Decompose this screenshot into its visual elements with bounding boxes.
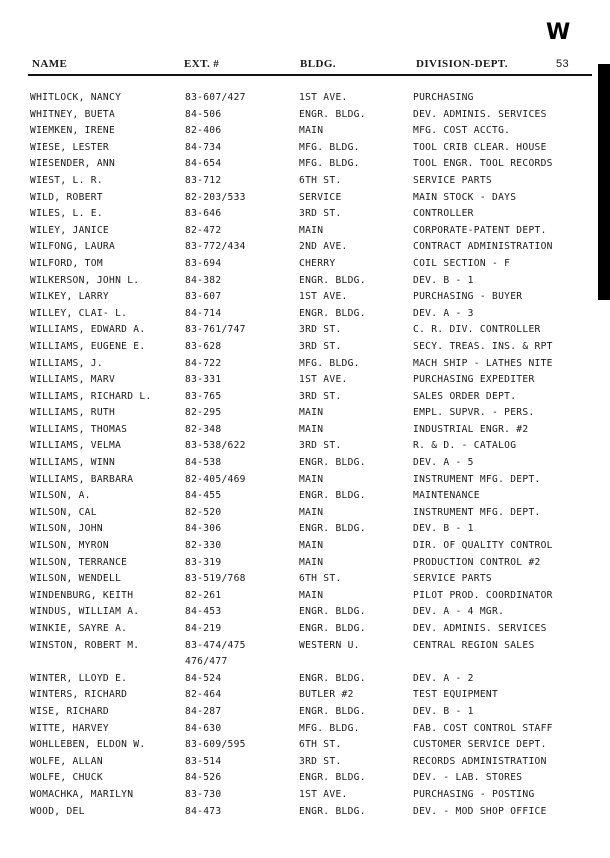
division-column-header: DIVISION-DEPT.	[416, 58, 508, 70]
entry-name: WINTER, LLOYD E.	[30, 672, 128, 684]
directory-row	[0, 291, 590, 308]
directory-row	[0, 241, 590, 258]
entry-name: WINDUS, WILLIAM A.	[30, 606, 140, 618]
entry-building: 3RD ST.	[299, 340, 342, 352]
entry-name: WILLIAMS, EUGENE E.	[30, 340, 146, 352]
entry-building: MFG. BLDG.	[299, 722, 360, 734]
directory-row	[0, 208, 590, 225]
directory-row	[0, 474, 590, 491]
entry-building: 1ST AVE.	[299, 291, 348, 303]
entry-extension: 83-474/475	[185, 639, 246, 651]
entry-division: C. R. DIV. CONTROLLER	[413, 324, 541, 336]
entry-extension: 84-455	[185, 490, 222, 502]
directory-row	[0, 109, 590, 126]
entry-building: ENGR. BLDG.	[299, 672, 366, 684]
directory-list	[0, 92, 590, 822]
entry-division: RECORDS ADMINISTRATION	[413, 755, 547, 767]
entry-name: WILSON, MYRON	[30, 540, 109, 552]
entry-building: 1ST AVE.	[299, 92, 348, 103]
entry-building: ENGR. BLDG.	[299, 523, 366, 535]
entry-name: WIEST, L. R.	[30, 174, 103, 186]
entry-division: DEV. ADMINIS. SERVICES	[413, 623, 547, 634]
entry-extension: 84-306	[185, 523, 222, 535]
directory-row	[0, 308, 590, 325]
entry-extension: 84-382	[185, 274, 222, 286]
entry-building: ENGR. BLDG.	[299, 108, 366, 120]
entry-name: WINKIE, SAYRE A.	[30, 623, 128, 634]
entry-name: WIEMKEN, IRENE	[30, 125, 116, 137]
directory-row	[0, 806, 590, 823]
entry-name: WILEY, JANICE	[30, 224, 109, 236]
directory-row	[0, 590, 590, 607]
directory-row	[0, 158, 590, 175]
entry-division: DEV. B - 1	[413, 705, 474, 717]
entry-building: MAIN	[299, 473, 324, 485]
entry-building: MAIN	[299, 224, 324, 236]
directory-row	[0, 341, 590, 358]
entry-extension: 84-524	[185, 672, 222, 684]
entry-name: WOHLLEBEN, ELDON W.	[30, 739, 146, 751]
directory-row	[0, 125, 590, 142]
entry-name: WILLIAMS, RICHARD L.	[30, 390, 152, 402]
directory-row	[0, 623, 590, 640]
entry-division: SERVICE PARTS	[413, 573, 492, 585]
entry-building: ENGR. BLDG.	[299, 274, 366, 286]
entry-division: PURCHASING	[413, 92, 474, 103]
entry-name: WHITLOCK, NANCY	[30, 92, 122, 103]
entry-extension: 82-261	[185, 589, 222, 601]
entry-extension: 82-203/533	[185, 191, 246, 203]
entry-building: 1ST AVE.	[299, 788, 348, 800]
entry-extension: 83-772/434	[185, 241, 246, 253]
entry-division: INSTRUMENT MFG. DEPT.	[413, 506, 541, 518]
entry-building: SERVICE	[299, 191, 342, 203]
directory-row	[0, 772, 590, 789]
entry-name: WILLIAMS, MARV	[30, 374, 116, 386]
entry-name: WOOD, DEL	[30, 805, 85, 817]
entry-building: 6TH ST.	[299, 174, 342, 186]
directory-row	[0, 324, 590, 341]
entry-extension: 83-331	[185, 374, 222, 386]
entry-building: WESTERN U.	[299, 639, 360, 651]
directory-row	[0, 706, 590, 723]
directory-row	[0, 507, 590, 524]
entry-extension: 83-765	[185, 390, 222, 402]
entry-division: SERVICE PARTS	[413, 174, 492, 186]
entry-extension: 82-295	[185, 407, 222, 419]
entry-division: CENTRAL REGION SALES	[413, 639, 535, 651]
entry-name: WILSON, CAL	[30, 506, 97, 518]
entry-building: MAIN	[299, 540, 324, 552]
entry-extension: 83-319	[185, 556, 222, 568]
directory-row	[0, 756, 590, 773]
entry-division: PURCHASING - POSTING	[413, 788, 535, 800]
entry-division: DEV. A - 2	[413, 672, 474, 684]
entry-building: 3RD ST.	[299, 324, 342, 336]
entry-building: 3RD ST.	[299, 390, 342, 402]
entry-extension: 84-506	[185, 108, 222, 120]
entry-extension: 83-609/595	[185, 739, 246, 751]
entry-building: ENGR. BLDG.	[299, 606, 366, 618]
entry-extension: 83-538/622	[185, 440, 246, 452]
directory-row	[0, 490, 590, 507]
entry-name: WILFONG, LAURA	[30, 241, 116, 253]
directory-row	[0, 573, 590, 590]
entry-division: DEV. A - 4 MGR.	[413, 606, 505, 618]
entry-division: MAINTENANCE	[413, 490, 480, 502]
entry-division: MACH SHIP - LATHES NITE	[413, 357, 553, 369]
entry-division: DEV. A - 3	[413, 307, 474, 319]
entry-division: DEV. A - 5	[413, 457, 474, 469]
name-column-header: NAME	[32, 58, 68, 70]
entry-name: WITTE, HARVEY	[30, 722, 109, 734]
entry-extension: 84-287	[185, 705, 222, 717]
entry-building: 1ST AVE.	[299, 374, 348, 386]
entry-building: ENGR. BLDG.	[299, 307, 366, 319]
entry-division: FAB. COST CONTROL STAFF	[413, 722, 553, 734]
directory-row	[0, 789, 590, 806]
entry-name: WILLIAMS, VELMA	[30, 440, 122, 452]
entry-name: WHITNEY, BUETA	[30, 108, 116, 120]
entry-building: ENGR. BLDG.	[299, 623, 366, 634]
entry-name: WIESE, LESTER	[30, 141, 109, 153]
directory-row-continuation	[0, 656, 590, 673]
entry-building: MAIN	[299, 407, 324, 419]
bldg-column-header: BLDG.	[300, 58, 336, 70]
entry-division: CONTROLLER	[413, 208, 474, 220]
ext-column-header: EXT. #	[184, 58, 220, 70]
entry-division: INDUSTRIAL ENGR. #2	[413, 423, 529, 435]
entry-building: MAIN	[299, 506, 324, 518]
entry-building: ENGR. BLDG.	[299, 490, 366, 502]
entry-name: WIESENDER, ANN	[30, 158, 116, 170]
directory-row	[0, 142, 590, 159]
entry-building: ENGR. BLDG.	[299, 805, 366, 817]
entry-division: SALES ORDER DEPT.	[413, 390, 517, 402]
directory-row	[0, 739, 590, 756]
directory-row	[0, 258, 590, 275]
entry-extension: 83-607/427	[185, 92, 246, 103]
entry-extension: 84-630	[185, 722, 222, 734]
section-letter: W	[546, 20, 571, 45]
entry-name: WILLIAMS, BARBARA	[30, 473, 134, 485]
directory-row	[0, 424, 590, 441]
entry-building: MFG. BLDG.	[299, 141, 360, 153]
entry-division: MFG. COST ACCTG.	[413, 125, 511, 137]
entry-extension: 83-694	[185, 257, 222, 269]
entry-name: WILLIAMS, THOMAS	[30, 423, 128, 435]
entry-division: DEV. - LAB. STORES	[413, 772, 523, 784]
directory-row	[0, 673, 590, 690]
entry-building: CHERRY	[299, 257, 336, 269]
entry-division: COIL SECTION - F	[413, 257, 511, 269]
entry-name: WILLEY, CLAI- L.	[30, 307, 128, 319]
entry-division: INSTRUMENT MFG. DEPT.	[413, 473, 541, 485]
entry-division: DIR. OF QUALITY CONTROL	[413, 540, 553, 552]
entry-extension: 84-526	[185, 772, 222, 784]
entry-division: EMPL. SUPVR. - PERS.	[413, 407, 535, 419]
entry-division: PURCHASING EXPEDITER	[413, 374, 535, 386]
directory-row	[0, 606, 590, 623]
entry-building: MFG. BLDG.	[299, 357, 360, 369]
entry-building: MAIN	[299, 423, 324, 435]
entry-division: MAIN STOCK - DAYS	[413, 191, 517, 203]
header-rule	[28, 74, 592, 76]
directory-row	[0, 407, 590, 424]
entry-extension: 84-453	[185, 606, 222, 618]
entry-name: WILES, L. E.	[30, 208, 103, 220]
entry-extension: 82-405/469	[185, 473, 246, 485]
entry-division: DEV. B - 1	[413, 523, 474, 535]
thumb-index-tab	[598, 64, 610, 300]
entry-building: 3RD ST.	[299, 755, 342, 767]
entry-building: MAIN	[299, 125, 324, 137]
directory-row	[0, 92, 590, 109]
entry-name: WILSON, WENDELL	[30, 573, 122, 585]
entry-name: WINDENBURG, KEITH	[30, 589, 134, 601]
entry-division: R. & D. - CATALOG	[413, 440, 517, 452]
entry-name: WILSON, JOHN	[30, 523, 103, 535]
directory-row	[0, 440, 590, 457]
directory-row	[0, 540, 590, 557]
entry-name: WOLFE, CHUCK	[30, 772, 103, 784]
directory-row	[0, 358, 590, 375]
entry-name: WILLIAMS, EDWARD A.	[30, 324, 146, 336]
entry-extension: 82-348	[185, 423, 222, 435]
entry-division: TOOL ENGR. TOOL RECORDS	[413, 158, 553, 170]
directory-row	[0, 689, 590, 706]
entry-building: ENGR. BLDG.	[299, 457, 366, 469]
entry-division: CORPORATE-PATENT DEPT.	[413, 224, 547, 236]
entry-division: DEV. - MOD SHOP OFFICE	[413, 805, 547, 817]
entry-division: PRODUCTION CONTROL #2	[413, 556, 541, 568]
directory-row	[0, 640, 590, 657]
entry-division: DEV. B - 1	[413, 274, 474, 286]
entry-name: WISE, RICHARD	[30, 705, 109, 717]
directory-row	[0, 723, 590, 740]
entry-extension: 83-519/768	[185, 573, 246, 585]
entry-building: 6TH ST.	[299, 573, 342, 585]
entry-division: PILOT PROD. COORDINATOR	[413, 589, 553, 601]
entry-extension: 84-654	[185, 158, 222, 170]
entry-division: SECY. TREAS. INS. & RPT	[413, 340, 553, 352]
entry-division: CUSTOMER SERVICE DEPT.	[413, 739, 547, 751]
entry-division: TEST EQUIPMENT	[413, 689, 499, 701]
directory-row	[0, 275, 590, 292]
entry-division: CONTRACT ADMINISTRATION	[413, 241, 553, 253]
directory-row	[0, 457, 590, 474]
entry-extension: 84-538	[185, 457, 222, 469]
entry-name: WILLIAMS, J.	[30, 357, 103, 369]
entry-name: WINTERS, RICHARD	[30, 689, 128, 701]
entry-division: DEV. ADMINIS. SERVICES	[413, 108, 547, 120]
entry-name: WOLFE, ALLAN	[30, 755, 103, 767]
entry-building: 2ND AVE.	[299, 241, 348, 253]
directory-row	[0, 557, 590, 574]
entry-extension: 83-712	[185, 174, 222, 186]
entry-extension: 83-628	[185, 340, 222, 352]
entry-extension: 83-730	[185, 788, 222, 800]
directory-row	[0, 374, 590, 391]
entry-extension: 84-734	[185, 141, 222, 153]
entry-building: BUTLER #2	[299, 689, 354, 701]
entry-building: 3RD ST.	[299, 208, 342, 220]
directory-row	[0, 225, 590, 242]
entry-building: ENGR. BLDG.	[299, 772, 366, 784]
entry-extension: 83-646	[185, 208, 222, 220]
entry-extension: 83-761/747	[185, 324, 246, 336]
entry-name: WILSON, A.	[30, 490, 91, 502]
entry-extension: 82-472	[185, 224, 222, 236]
entry-extension: 476/477	[185, 656, 228, 668]
entry-name: WILKERSON, JOHN L.	[30, 274, 140, 286]
directory-row	[0, 192, 590, 209]
entry-building: 3RD ST.	[299, 440, 342, 452]
entry-name: WOMACHKA, MARILYN	[30, 788, 134, 800]
entry-extension: 84-714	[185, 307, 222, 319]
entry-extension: 84-473	[185, 805, 222, 817]
page-number: 53	[556, 58, 570, 70]
entry-extension: 84-722	[185, 357, 222, 369]
entry-extension: 82-406	[185, 125, 222, 137]
entry-extension: 82-330	[185, 540, 222, 552]
directory-row	[0, 175, 590, 192]
entry-extension: 82-464	[185, 689, 222, 701]
entry-extension: 84-219	[185, 623, 222, 634]
entry-building: 6TH ST.	[299, 739, 342, 751]
entry-extension: 83-514	[185, 755, 222, 767]
entry-division: PURCHASING - BUYER	[413, 291, 523, 303]
entry-building: MFG. BLDG.	[299, 158, 360, 170]
entry-building: ENGR. BLDG.	[299, 705, 366, 717]
directory-row	[0, 523, 590, 540]
entry-name: WILLIAMS, WINN	[30, 457, 116, 469]
entry-extension: 83-607	[185, 291, 222, 303]
directory-row	[0, 391, 590, 408]
entry-building: MAIN	[299, 556, 324, 568]
entry-name: WILKEY, LARRY	[30, 291, 109, 303]
entry-extension: 82-520	[185, 506, 222, 518]
entry-name: WILLIAMS, RUTH	[30, 407, 116, 419]
entry-building: MAIN	[299, 589, 324, 601]
entry-division: TOOL CRIB CLEAR. HOUSE	[413, 141, 547, 153]
entry-name: WINSTON, ROBERT M.	[30, 639, 140, 651]
entry-name: WILFORD, TOM	[30, 257, 103, 269]
entry-name: WILSON, TERRANCE	[30, 556, 128, 568]
entry-name: WILD, ROBERT	[30, 191, 103, 203]
